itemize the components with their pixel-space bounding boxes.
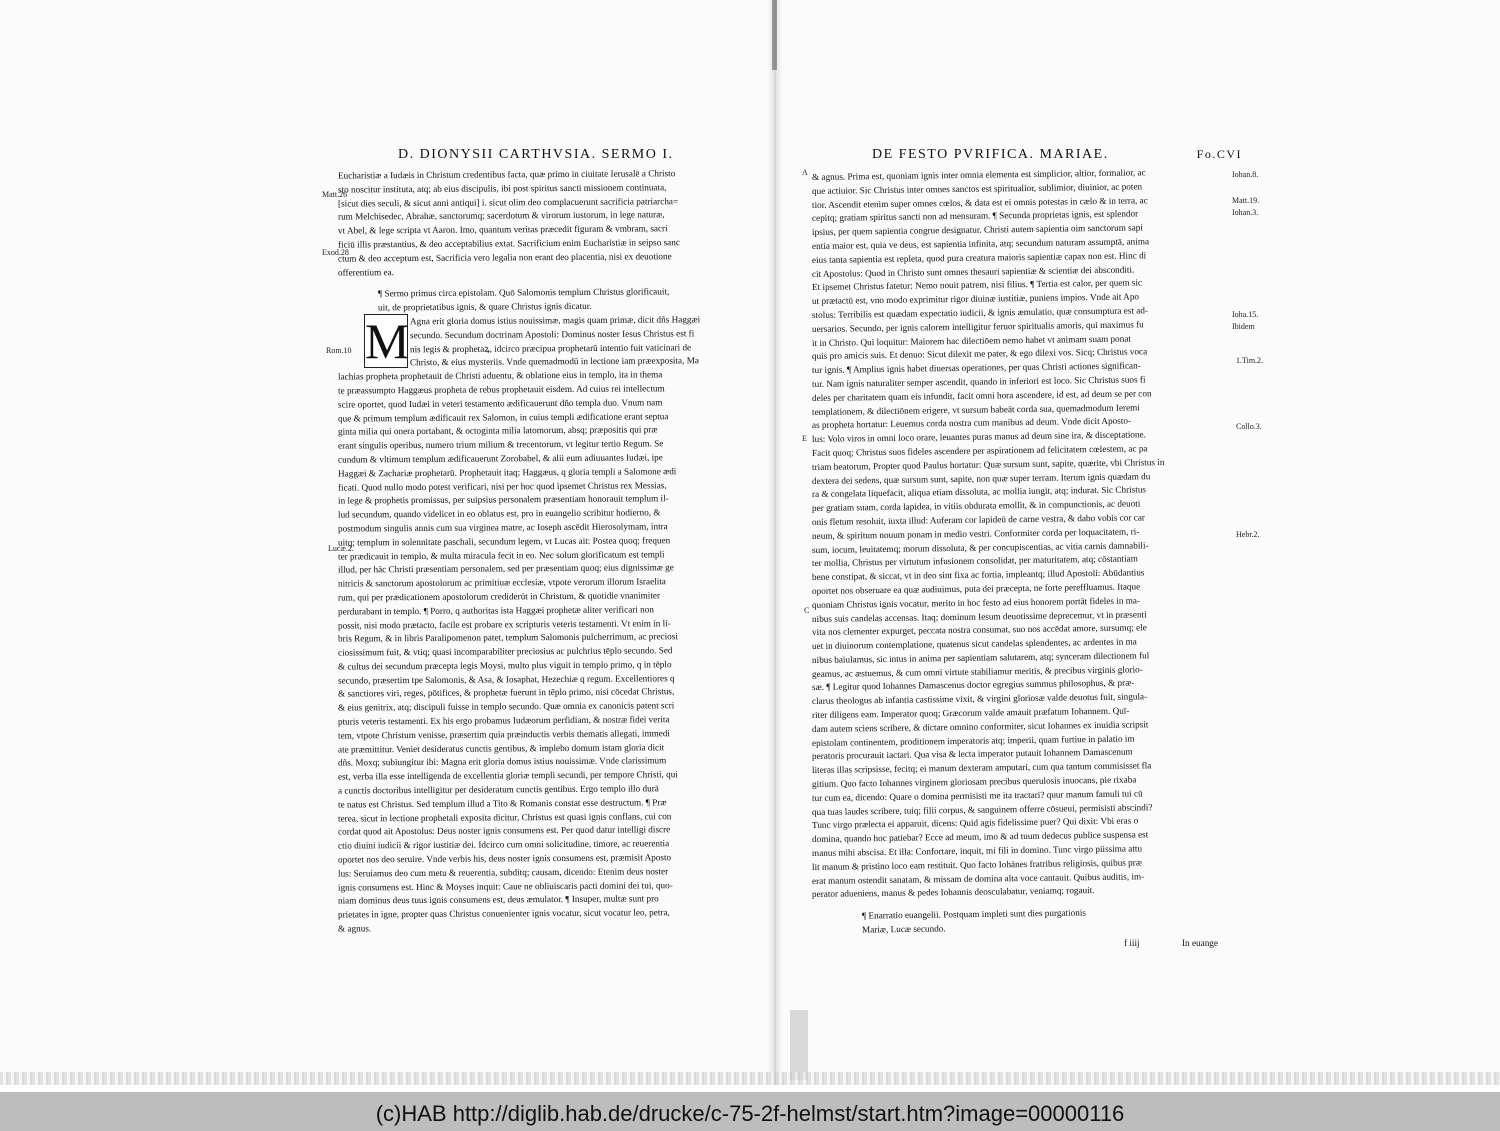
margin-note-ibidem: Ibidem <box>1232 322 1255 331</box>
text-line: offerentium ea. <box>337 266 394 278</box>
text-line: Tunc virgo prælecta ei apparuit, dicens: Quid agis fidelissime puer? Qui dixit: Vbi eras o <box>811 815 1139 831</box>
margin-note-hebr: Hebr.2. <box>1236 530 1260 539</box>
text-line: perator adueniens, manus & pedes Iohannis deosculabatur, veniamq; rogauit. <box>811 885 1095 900</box>
text-line: Eucharistiæ a Iudæis in Christum credentibus facta, quæ primo in ciuitate Ierusalē a Christo <box>337 168 676 181</box>
text-line: dam autem sciens scribere, & dictare omnino conformiter, sicut Iohannes ex inuidia scripsit <box>811 719 1149 734</box>
title-line: ¶ Sermo primus circa epistolam. Quō Salomonis templum Christus glorificauit, <box>377 286 670 299</box>
text-line: ciosissimum fuit, & vtiq; quasi incomparabiliter preciosius ac pulchrius tēplo secundo. Sed <box>337 645 673 658</box>
text-line: it in Christo. Qui loquitur: Maiorem hac dilectiōem nemo habet vt animam suam ponat <box>811 333 1132 348</box>
dropcap-initial: M <box>365 312 410 369</box>
text-line: manus mihi abscisa. Et illa: Confortare, inquit, mi fili in domino. Tunc virgo piissima attu <box>811 843 1143 859</box>
text-line: tem, vtpote Christum venisse, præsertim quia præinductis verbis thematis allegati, immedi <box>337 728 671 741</box>
left-page <box>322 147 780 935</box>
right-page-body <box>812 168 1242 955</box>
text-line: nibus baiulamus, sic intus in anima per sapientiam salutarem, atq; synceram dilectionem ful <box>811 650 1150 665</box>
text-line: niam dominus deus tuus ignis consumens est, deus æmulator. ¶ Insuper, multæ sunt pro <box>337 893 659 906</box>
text-line: perdurabant in templo. ¶ Porro, q authoritas ista Haggæi prophetæ aliter verificari non <box>337 604 654 617</box>
page-signature-row <box>812 937 1242 955</box>
text-line: peratoris procurauit iactari. Qua visa & lecta imperator putauit Iohannem Damascenum <box>811 746 1133 762</box>
text-line: lachias propheta prophetauit de Christi aduentu, & oblatione eius in templo, ita in thema <box>337 369 663 382</box>
text-line: sæ. ¶ Legitur quod Iohannes Damascenus doctor egregius summus philosophus, & præ- <box>811 677 1135 693</box>
text-line: ignis consumens est. Hinc & Moyses inquit: Caue ne obliuiscaris pacti domini dei tui, quo- <box>337 879 673 893</box>
gospel-title-block <box>812 907 1242 935</box>
text-line: in lege & prophetis promissus, per suipsius personalem præsentiam honorauit templum il- <box>337 493 669 506</box>
sermon-title-block <box>338 286 780 314</box>
text-line: neum, & spiritum nouum ponam in medio vestri. Conformiter corda per loquacitatem, ri- <box>811 526 1140 541</box>
text-line: est, verba illa esse intelligenda de excellentia gloriæ templi secundi, per tempore Christi, qui <box>337 769 678 782</box>
text-line: secundo, præsertim tpe Salomonis, & Asa, & Iosaphat, Hezechiæ q regum. Excellentiores q <box>337 672 675 686</box>
text-line: uersarios. Secundo, per ignis calorem intelligitur feruor spiritualis amoris, qui maximus fu <box>811 319 1144 334</box>
text-line: oportet nos deo seruire. Vnde verbis his, deus noster ignis consumens est, præmisit Aposto <box>337 852 672 865</box>
text-line: ctio diuini iudicii & rigor iustitiæ dei. Idcirco cum omni solicitudine, timore, ac reuerentia <box>337 838 670 851</box>
text-line: Agna erit gloria domus istius nouissimæ, magis quam primæ, dicit dñs Haggæi <box>409 314 701 327</box>
text-line: ter mollia, Christus per virtutum infusionem consolidat, per maturitatem, atq; cōstantiam <box>811 553 1138 569</box>
text-line: Christo, & eius mysteriis. Vnde quemadmodū in lectione iam præexposita, Ma <box>409 355 699 368</box>
text-line: terea, sicut in lectione prophetali exposita dicitur, Christus est quasi ignis conflans, cui con <box>337 810 672 824</box>
text-line: clarus theologus ab infantia castissime vixit, & virgini gloriosæ valde deuotus fuit, singula- <box>811 691 1148 707</box>
text-line: postmodum singulis annis cum sua virginea matre, ac Ioseph ascēdit Hierosolymam, intra <box>337 521 668 534</box>
text-line: & eius genitrix, atq; discipuli fuisse in templo secundo. Quæ omnia ex canonicis patent scri <box>337 700 675 713</box>
text-line: triam beatorum, Propter quod Paulus hortatur: Quæ sursum sunt, sapite, quærite, vbi Christus in <box>811 456 1165 472</box>
text-line: erat manum ostendit sanatam, & missam de domina alta voce cantauit. Quibus auditis, im- <box>811 871 1145 886</box>
text-line: cepitq; gratiam spiritus sancti non ad mensuram. ¶ Secunda proprietas ignis, est splendor <box>811 208 1139 224</box>
text-line: gitium. Quo facto Iohannes virginem gloriosam precibus querulosis inuocans, pie rixaba <box>811 774 1137 790</box>
text-line: uitq; templum in solennitate paschali, secundum legem, vt Lucas ait: Postea quoq; frequen <box>337 534 671 548</box>
text-line: stolus: Terribilis est quædam expectatio iudicii, & ignis æmulatio, quæ consumptura est ad- <box>811 305 1149 320</box>
text-line: possit, nisi modo prætacto, facile est probare ex scripturis veteris testamenti. Vt enim in li- <box>337 617 671 631</box>
text-line: sum, iocum, leuitatemq; morum dissoluta, & per concupiscentias, ac vitia carnis damnabili- <box>811 539 1149 555</box>
text-line: a cunctis doctoribus intelligitur per desideratum cunctis gentibus. Ergo templo illo durā <box>337 783 659 796</box>
text-line: ra & congelata liquefacit, aliqua etiam dissoluta, ac mollia iungit, atq; indurat. Sic Christus <box>811 484 1147 500</box>
margin-note-rom: Rom.10 <box>326 346 352 355</box>
text-line: quis pro amicis suis. Et denuo: Sicut dilexit me pater, & ego dilexi vos. Sicq; Christus voca <box>811 346 1148 362</box>
text-line: bris Regum, & in libris Paralipomenon patet, templum Salomonis pulcherrimum, ac preciosi <box>337 631 678 644</box>
text-line: cit Apostolus: Quod in Christo sunt omnes thesauri sapientiæ & scientiæ dei absconditi. <box>811 264 1135 279</box>
text-line: ctum & deo acceptum est, Sacrificia vero legalia non erant deo placentia, nisi ex deuotione <box>337 250 672 264</box>
text-line: pturis veteris testamenti. Ex his ergo probamus Iudæorum perfidiam, & nostræ fidei verita <box>337 714 670 727</box>
text-line: te natus est Christus. Sed templum illud a Tito & Romanis constat esse destructum. ¶ Præ <box>337 797 667 810</box>
right-running-head-text: DE FESTO PVRIFICA. MARIAE. <box>872 147 1109 162</box>
text-line: per gratiam suam, corda lapidea, in vitiis obdurata emollit, & in compunctionis, ac deuoti <box>811 498 1141 514</box>
text-line: tur ignis. ¶ Amplius ignis habet diuersas operationes, per quas Christi actiones significan- <box>811 360 1141 376</box>
text-line: ipsius, per quem sapientia congrue designatur. Christi autem sapientia oim sanctorum sapi <box>811 222 1143 238</box>
text-line: & agnus. <box>337 923 372 934</box>
text-line: & cultus dei secundum præcepta legis Moysi, multo plus viguit in templo primo, q in tēplo <box>337 659 672 672</box>
text-line: secundo. Secundum doctrinam Apostoli: Dominus noster Iesus Christus est fi <box>409 328 695 341</box>
text-line: quoniam Christus ignis vocatur, merito in hoc festo ad eius honorem portāt fideles in ma- <box>811 595 1141 610</box>
text-line: que & primum templum ædificauit rex Salomon, in cuius templi ædificatione erant septua <box>337 410 669 424</box>
text-line: que actiuior. Sic Christus inter omnes sanctos est spiritualior, sublimior, diuinior, ac poten <box>811 181 1143 196</box>
text-line: scire oportet, quod Iudæi in veteri testamento ædificauerunt dño templa duo. Vnum nam <box>337 397 663 410</box>
text-line: epistolam continentem, proditionem imperatoris atq; imperii, quam furtiue in palatio im <box>811 733 1135 748</box>
text-line: Et ipsemet Christus fatetur: Nemo nouit patrem, nisi filius. ¶ Tertia est calor, per quem sic <box>811 277 1143 293</box>
left-intro-block <box>338 168 780 278</box>
text-line: deles per charitatem quam eis infundit, facit omni hora ascendere, id est, ad deum se per con <box>811 388 1152 403</box>
text-line: te præassumpto Haggæus propheta de rebus prophetauit eisdem. Ad cuius rei intellectum <box>337 383 665 396</box>
folio-number: Fo.CVI <box>1196 147 1242 161</box>
text-line: ter prædicauit in templo, & multa miracula fecit in eo. Nec solum glorificatum est templi <box>337 548 665 562</box>
text-line: uet in diuinorum contemplatione, quatenus sicut candelas splendentes, ac ardentes in ma <box>811 636 1137 652</box>
text-line: riter diligens eam. Imperator quoq; Græcorum valde amauit præfatum Iohannem. Quī- <box>811 705 1130 721</box>
text-line: nibus suis candelas accensas. Itaq; dominum Iesum deuotissime deprecemur, vt in præsenti <box>811 608 1147 624</box>
text-line: tur. Nam ignis naturaliter semper ascendit, quando in inferiori est loco. Sic Christus suos fi <box>811 374 1146 389</box>
text-line: bene constipat, & siccat, vt in deo sint fixa ac fortia, impleantq; illud Apostoli: Abūdantius <box>811 567 1145 583</box>
text-line: dñs. Moxq; subiungitur ibi: Magna erit gloria domus istius nouissimæ. Vnde clarissimum <box>337 755 667 769</box>
right-main-text <box>812 168 1242 899</box>
text-line: prietates in igne, propter quas Christus conuenienter ignis vocatur, sicut vocatur leo, petra, <box>337 907 670 920</box>
margin-note-luc: Lucæ.2. <box>328 544 354 553</box>
text-line: lus: Volo viros in omni loco orare, leuantes puras manus ad deum sine ira, & disceptatione. <box>811 429 1146 445</box>
text-line: as propheta hortatur: Leuemus corda nostra cum manibus ad deum. Vnde dicit Aposto- <box>811 415 1132 431</box>
right-running-head <box>812 148 1242 166</box>
text-line: lit manum & pristino loco eam restituit. Quo facto Iohānes fratribus religiosis, quibus præ <box>811 857 1142 872</box>
text-line: qua tuas laudes scribere, tuiq; filii corpus, & sanguinem offerre cōsueui, permisisti abscindi? <box>811 801 1153 817</box>
right-page <box>802 147 1264 955</box>
text-line: lus: Seruiamus deo cum metu & reuerentia, subditq; causam, dicendo: Etenim deus noster <box>337 866 669 879</box>
text-line: ficiū illis præstantius, & deo acceptabilius extat. Sacrificium enim Eucharistiæ in seipso sanc <box>337 237 680 250</box>
margin-note-tim: 1.Tim.2. <box>1236 356 1264 365</box>
copyright-caption: (c)HAB http://diglib.hab.de/drucke/c-75-2f-helmst/start.htm?image=00000116 <box>375 1101 1125 1126</box>
title-line: Mariæ, Lucæ secundo. <box>861 923 946 935</box>
margin-note-c: C <box>804 606 810 615</box>
margin-note-collo: Collo.3. <box>1236 422 1262 431</box>
title-line: uit, de proprietatibus ignis, & quare Christus ignis dicatur. <box>377 301 592 313</box>
margin-note-a: A <box>802 168 808 177</box>
text-line: tior. Ascendit etenim super omnes cœlos, & data est ei omnis potestas in cælo & in terra, ac <box>811 194 1148 210</box>
text-line: rum, qui per prædicationem apostolorum crediderūt in Christum, & quotidie vnanimiter <box>337 590 661 603</box>
text-line: vt Abel, & lege scripta vt Aaron. Imo, quantum veritas præcedit figuram & vmbram, sacri <box>337 223 668 236</box>
text-line: oportet nos obseruare ea quæ audiuimus, puta dei præcepta, ne forte pereffluamus. Itaque <box>811 581 1141 596</box>
text-line: literas illas scripsisse, fecitq; ei manum dexteram amputari, cum qua tantum commisisset fla <box>811 760 1152 776</box>
page-edge-strip <box>0 1072 1500 1085</box>
text-line: geamus, ac æstuemus, & cum omni virtute stabiliamur meritis, & precibus virginis glorio- <box>811 664 1143 679</box>
left-page-body <box>338 168 780 935</box>
left-running-head <box>338 148 780 166</box>
text-line: domina, quando hoc patiebar? Ecce ad meum, imo & ad tuum dedecus publice suspensa est <box>811 829 1149 845</box>
text-line: Facit quoq; Christus suos fideles ascendere per aspirationem ad felicitatem cœlestem, ac pa <box>811 443 1148 458</box>
text-line: nitricis & sanctorum apostolorum ac primitiuæ ecclesiæ, vtpote verorum illorum Israelita <box>337 576 666 589</box>
text-line: tur cum ea, dicendo: Quare o domina permisisti me ita tractari? quur manum famuli tui cū <box>811 788 1143 803</box>
margin-note-matt19: Matt.19. <box>1232 196 1260 205</box>
binding-shadow-top <box>772 0 777 70</box>
text-line: erant singulis operibus, numero trium milium & trecentorum, vt legitur tertio Regum. Se <box>337 438 664 451</box>
catchword: In euange <box>1182 937 1218 948</box>
text-line: ginta milia qui onera portabant, & octoginta milia latomorum, absq; præpositis qui præ <box>337 424 658 437</box>
margin-note-matt: Matt.26 <box>322 190 348 199</box>
margin-note-ioh3: Iohan.3. <box>1232 208 1259 217</box>
text-line: dextera dei sedens, quæ sursum sunt, sapite, non quæ super terram. Iterum ignis quædam du <box>811 470 1151 486</box>
margin-note-e: E <box>802 434 807 443</box>
title-line: ¶ Enarratio euangelii. Postquam impleti sunt dies purgationis <box>861 907 1087 921</box>
text-line: templationem, & dilectiōnem erigere, vt sursum habeāt corda sua, quemadmodum Ieremi <box>811 401 1140 417</box>
text-line: vita nos clementer expurget, peccata nostra consumat, suo nos accēdat amore, sursumq; ele <box>811 622 1147 638</box>
text-line: lud secundum, quando videlicet in eo oblatus est, pro in euangelio scribitur hodierno, & <box>337 507 661 520</box>
signature-mark: f iiij <box>1124 937 1140 948</box>
text-line: entia maior est, quia ve deus, est sapientia infinita, atq; secundum naturam assumptā, anima <box>811 236 1150 251</box>
text-line: Haggæi & Zachariæ prophetarū. Prophetauit itaq; Haggæus, q gloria templi a Salomone ædi <box>337 465 677 479</box>
text-line: sto noscitur instituta, atq; ab eius discipulis, ibi post spiritus sancti missionem continuata, <box>337 182 667 195</box>
text-line: & sanctiores viri, reges, pōtifices, & prophetæ fuerunt in tēplo primo, nisi cōcedat Christus, <box>337 686 675 700</box>
text-line: eius tanta sapientia est repleta, quod pura creatura maioris sapientiæ capax non est. Hinc di <box>811 250 1147 265</box>
text-line: cordat quod ait Apostolus: Deus noster ignis consumens est. Per quod datur intelligi discre <box>337 824 671 837</box>
dropcap-paragraph <box>338 314 780 369</box>
text-line: ut prætactū est, vno modo exprimitur rigor diuinæ iustitiæ, puniens impios. Vnde ait Apo <box>811 291 1140 307</box>
text-line: nis legis & prophetaꝝ, idcirco præcipua prophetarū intentio fuit vaticinari de <box>409 341 692 354</box>
text-line: illud, per hāc Christi præsentiam personalem, sed per præsentiam quoq; eius dignissimæ ge <box>337 562 674 575</box>
left-main-text <box>338 369 780 935</box>
text-line: ficati. Quod nullo modo potest verificari, nisi per hoc quod ipsemet Christus rex Messias, <box>337 479 667 493</box>
text-line: onis fletum resoluit, iuxta illud: Auferam cor lapideū de carne vestra, & dabo vobis cor car <box>811 512 1145 527</box>
margin-note-exod: Exod.28 <box>322 248 349 257</box>
text-line: rum Melchisedec, Abrahæ, sanctorumq; sacerdotum & virorum iustorum, in lege naturæ, <box>337 209 665 222</box>
text-line: cundum & vltimum templum ædificauerunt Zorobabel, & alii eum adiuuantes Iudæi, ipe <box>337 452 663 465</box>
left-running-head-text: D. DIONYSII CARTHVSIA. SERMO I. <box>398 147 674 162</box>
margin-note-ioh15: Ioha.15. <box>1232 310 1259 319</box>
text-line: ate præmittitur. Veniet desideratus cunctis gentibus, & implebo domum istam gloria dicit <box>337 741 665 755</box>
text-line: [sicut dies seculi, & sicut anni antiqui] i. sicut olim deo complacuerunt sacrificia patriarcha= <box>337 195 679 209</box>
binding-shadow-bottom <box>790 1010 808 1080</box>
margin-note-ioh8: Iohan.8. <box>1232 170 1259 179</box>
text-line: & agnus. Prima est, quoniam ignis inter omnia elementa est simplicior, altior, formalior, ac <box>811 167 1146 183</box>
